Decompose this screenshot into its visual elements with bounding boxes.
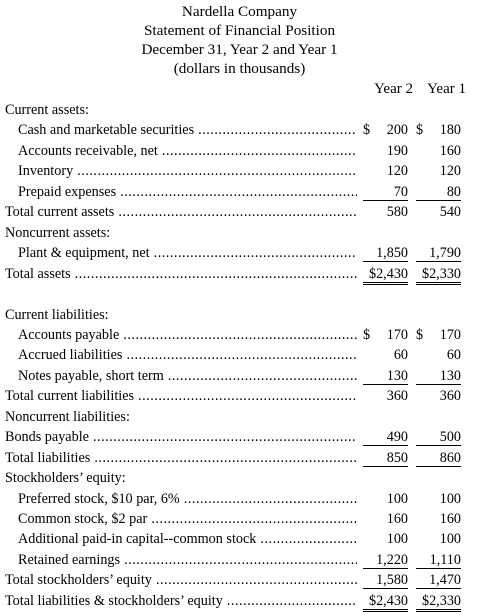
value-year2 [363, 469, 408, 486]
value-year2 [363, 121, 408, 138]
value-year2 [363, 571, 408, 589]
statement-row [0, 571, 479, 590]
value-year2 [363, 183, 408, 201]
amount: 70 [393, 184, 408, 200]
amount: 1,220 [376, 552, 408, 568]
amount: 160 [439, 143, 461, 159]
row-label: Noncurrent liabilities: [5, 409, 130, 425]
amount: 170 [439, 327, 461, 343]
value-year2 [363, 162, 408, 179]
statement-row [0, 285, 479, 304]
amount: 180 [439, 122, 461, 138]
statement-title: Statement of Financial Position [143, 22, 336, 39]
value-year2 [363, 224, 408, 241]
amount: 540 [439, 204, 461, 220]
row-label: Total liabilities & stockholders’ equity ..... [5, 592, 357, 611]
value-year1 [416, 469, 461, 486]
value-year1 [416, 244, 461, 262]
row-label: Notes payable, short term ..... [18, 367, 357, 386]
row-label: Current liabilities: [5, 307, 109, 323]
row-label: Retained earnings ..... [18, 551, 357, 570]
value-year1 [416, 428, 461, 446]
amount: 60 [393, 347, 408, 363]
value-year2 [363, 428, 408, 446]
dollar-sign: $ [416, 327, 424, 343]
value-year1 [416, 285, 461, 302]
value-year1 [416, 346, 461, 363]
row-label: Common stock, $2 par ..... [18, 510, 357, 529]
value-year1 [416, 265, 461, 285]
amount: 360 [439, 388, 461, 404]
statement-row [0, 101, 479, 120]
amount: 860 [439, 450, 461, 466]
statement-row [0, 592, 479, 611]
value-year2 [363, 306, 408, 323]
value-year2 [363, 203, 408, 220]
amount: 1,580 [376, 572, 408, 588]
amount: 120 [386, 163, 408, 179]
amount: 1,110 [429, 552, 461, 568]
value-year1 [416, 121, 461, 138]
value-year1 [416, 367, 461, 385]
amount: 1,850 [376, 245, 408, 261]
statement-row [0, 408, 479, 427]
row-label: Cash and marketable securities ..... [18, 121, 357, 140]
amount: 580 [386, 204, 408, 220]
value-year1 [416, 408, 461, 425]
value-year1 [416, 306, 461, 323]
value-year1 [416, 449, 461, 467]
statement-row [0, 162, 479, 181]
value-year2 [363, 265, 408, 285]
value-year2 [363, 142, 408, 159]
statement-date: December 31, Year 2 and Year 1 [141, 41, 338, 58]
statement-row [0, 244, 479, 263]
amount: 160 [439, 511, 461, 527]
statement-row [0, 367, 479, 386]
value-year1 [416, 592, 461, 612]
statement-row [0, 183, 479, 202]
row-label: Prepaid expenses ..... [18, 183, 357, 202]
amount: 850 [386, 450, 408, 466]
value-year1 [416, 510, 461, 527]
dollar-sign: $ [363, 122, 371, 138]
amount: 1,470 [429, 572, 461, 588]
amount: 160 [386, 511, 408, 527]
statement-row [0, 510, 479, 529]
amount: 200 [386, 122, 408, 138]
amount: 80 [446, 184, 461, 200]
statement-row [0, 121, 479, 140]
statement-row [0, 449, 479, 468]
amount: 360 [386, 388, 408, 404]
value-year2 [363, 490, 408, 507]
value-year2 [363, 285, 408, 302]
statement-row [0, 490, 479, 509]
amount: 60 [446, 347, 461, 363]
amount: $2,430 [368, 266, 408, 282]
value-year1 [416, 530, 461, 547]
amount: 100 [386, 531, 408, 547]
amount: 100 [386, 491, 408, 507]
row-label: Inventory ..... [18, 162, 357, 181]
value-year2 [363, 244, 408, 262]
value-year1 [416, 387, 461, 404]
value-year2 [363, 449, 408, 467]
statement-row [0, 265, 479, 284]
row-label: Plant & equipment, net ..... [18, 244, 357, 263]
value-year2 [363, 510, 408, 527]
amount: 190 [386, 143, 408, 159]
column-header-year1: Year 1 [427, 81, 466, 97]
row-label: Total assets ..... [5, 265, 357, 284]
value-year2 [363, 101, 408, 118]
value-year2 [363, 592, 408, 612]
value-year2 [363, 551, 408, 569]
statement-row [0, 346, 479, 365]
statement-row [0, 142, 479, 161]
value-year2 [363, 367, 408, 385]
value-year2 [363, 408, 408, 425]
amount: 500 [439, 429, 461, 445]
statement-row [0, 530, 479, 549]
row-label: Total current assets ..... [5, 203, 357, 222]
amount: 1,790 [429, 245, 461, 261]
statement-row [0, 387, 479, 406]
row-label: Preferred stock, $10 par, 6% ..... [18, 490, 357, 509]
row-label: Accounts payable ..... [18, 326, 357, 345]
statement-units: (dollars in thousands) [173, 60, 306, 77]
value-year1 [416, 162, 461, 179]
value-year1 [416, 551, 461, 569]
row-label: Accrued liabilities ..... [18, 346, 357, 365]
row-label: Total liabilities ..... [5, 449, 357, 468]
value-year1 [416, 183, 461, 201]
row-label: Additional paid-in capital--common stock ..... [18, 530, 357, 549]
dollar-sign: $ [416, 122, 424, 138]
value-year2 [363, 326, 408, 343]
row-label: Stockholders’ equity: [5, 470, 126, 486]
row-label: Accounts receivable, net ..... [18, 142, 357, 161]
row-label: Current assets: [5, 102, 89, 118]
value-year1 [416, 326, 461, 343]
row-label: Noncurrent assets: [5, 225, 111, 241]
statement-row [0, 326, 479, 345]
amount: 130 [386, 368, 408, 384]
row-label: Bonds payable ..... [5, 428, 357, 447]
amount: $2,430 [368, 593, 408, 609]
statement-row [0, 203, 479, 222]
value-year1 [416, 142, 461, 159]
amount: 100 [439, 491, 461, 507]
row-label: Total stockholders’ equity ..... [5, 571, 357, 590]
amount: 120 [439, 163, 461, 179]
value-year1 [416, 101, 461, 118]
value-year2 [363, 387, 408, 404]
amount: 100 [439, 531, 461, 547]
amount: $2,330 [421, 266, 461, 282]
statement-row [0, 469, 479, 488]
value-year2 [363, 346, 408, 363]
statement-row [0, 224, 479, 243]
statement-row [0, 551, 479, 570]
value-year1 [416, 571, 461, 589]
value-year1 [416, 490, 461, 507]
statement-row [0, 306, 479, 325]
value-year2 [363, 530, 408, 547]
dollar-sign: $ [363, 327, 371, 343]
amount: $2,330 [421, 593, 461, 609]
amount: 170 [386, 327, 408, 343]
value-year1 [416, 203, 461, 220]
amount: 130 [439, 368, 461, 384]
statement-row [0, 428, 479, 447]
column-header-year2: Year 2 [374, 81, 413, 97]
company-name: Nardella Company [181, 3, 298, 20]
amount: 490 [386, 429, 408, 445]
row-label: Total current liabilities ..... [5, 387, 357, 406]
value-year1 [416, 224, 461, 241]
